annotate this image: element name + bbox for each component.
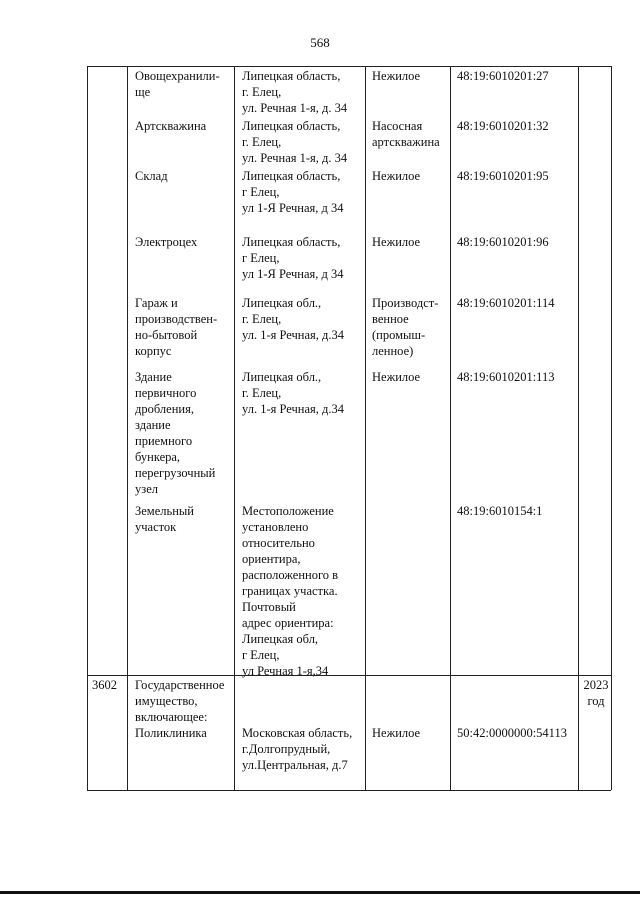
object-address: Липецкая область, г Елец, ул 1-Я Речная, д 34: [242, 169, 344, 215]
object-address: Липецкая область, г. Елец, ул. Речная 1-я, д. 34: [242, 119, 348, 165]
cadastral-number: 48:19:6010201:95: [457, 169, 549, 183]
col-border-1: [127, 66, 128, 790]
object-purpose: Нежилое: [372, 235, 421, 249]
object-purpose: Нежилое: [372, 69, 421, 83]
object-name: Здание первичного дробления, здание приемного бункера, перегрузочный узел: [135, 370, 216, 496]
col-border-4: [450, 66, 451, 790]
object-purpose: Производст- венное (промыш- ленное): [372, 296, 439, 358]
object-purpose: Насосная артскважина: [372, 119, 440, 149]
object-address: Липецкая область, г. Елец, ул. Речная 1-я, д. 34: [242, 69, 348, 115]
entry-year: 2023 год: [583, 678, 609, 708]
object-address: Липецкая область, г Елец, ул 1-Я Речная, д 34: [242, 235, 344, 281]
object-address: Московская область, г.Долгопрудный, ул.Центральная, д.7: [242, 726, 353, 772]
object-name: Овощехранили- ще: [135, 69, 220, 99]
object-purpose: Нежилое: [372, 726, 421, 740]
cadastral-number: 48:19:6010201:27: [457, 69, 549, 83]
object-address: Липецкая обл., г. Елец, ул. 1-я Речная, д.34: [242, 296, 345, 342]
cadastral-number: 48:19:6010154:1: [457, 504, 543, 518]
col-border-6: [611, 66, 612, 790]
object-address: Липецкая обл., г. Елец, ул. 1-я Речная, д.34: [242, 370, 345, 416]
table-bottom-border: [87, 790, 611, 791]
cadastral-number: 50:42:0000000:54113: [457, 726, 567, 740]
table-top-border: [87, 66, 611, 67]
cadastral-number: 48:19:6010201:113: [457, 370, 555, 384]
col-border-3: [365, 66, 366, 790]
col-border-2: [234, 66, 235, 790]
object-name: Гараж и производствен- но-бытовой корпус: [135, 296, 218, 358]
cadastral-number: 48:19:6010201:96: [457, 235, 549, 249]
object-purpose: Нежилое: [372, 370, 421, 384]
entry-number: 3602: [92, 678, 117, 692]
object-name: Государственное имущество, включающее:: [135, 678, 225, 724]
scan-edge: [0, 891, 640, 894]
object-name: Артскважина: [135, 119, 207, 133]
row-separator: [87, 675, 611, 676]
cadastral-number: 48:19:6010201:114: [457, 296, 555, 310]
object-name: Электроцех: [135, 235, 198, 249]
object-name: Поликлиника: [135, 726, 207, 740]
col-border-0: [87, 66, 88, 790]
page-number: 568: [310, 35, 330, 50]
object-purpose: Нежилое: [372, 169, 421, 183]
object-name: Склад: [135, 169, 168, 183]
object-address: Местоположение установлено относительно ориентира, расположенного в границах участка. Почтовый адрес ориентира: Липецкая обл, г Елец, ул Речная 1-я,34: [242, 504, 339, 678]
object-name: Земельный участок: [135, 504, 194, 534]
cadastral-number: 48:19:6010201:32: [457, 119, 549, 133]
col-border-5: [578, 66, 579, 790]
